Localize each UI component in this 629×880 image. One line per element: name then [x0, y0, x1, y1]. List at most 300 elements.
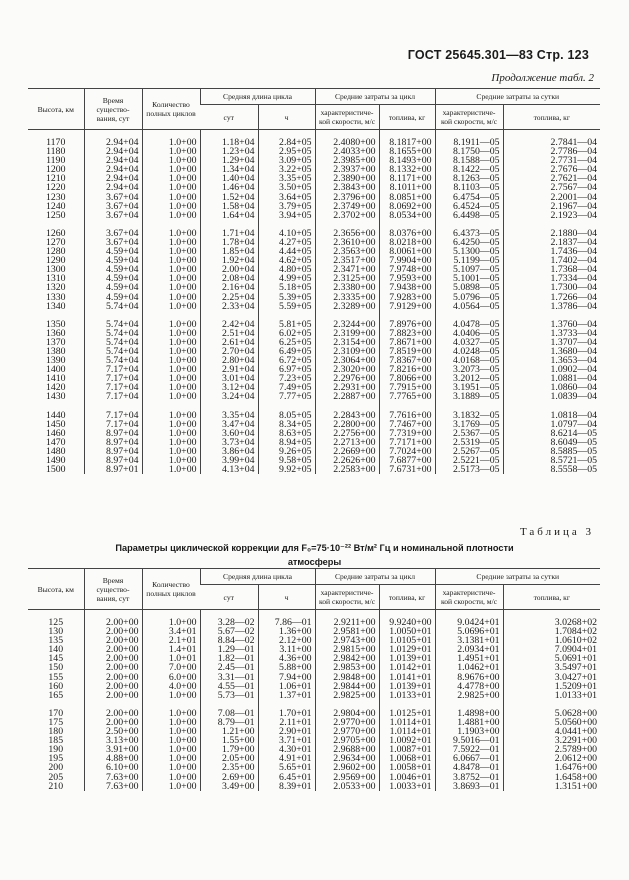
table-cell: 8.5721—05 [503, 456, 600, 465]
table-cell: 1.0+00 [142, 347, 200, 356]
table-cell: 1.0+00 [142, 320, 200, 329]
table-cell: 5.0628+00 [503, 709, 600, 718]
table-cell: 1370 [45, 336, 66, 348]
table-cell: 8.39+01 [258, 782, 315, 791]
table-cell: 4.91+01 [258, 754, 315, 763]
table-cell: 1.0+00 [142, 456, 200, 465]
table-cell: 2.00+00 [84, 636, 142, 645]
table-cell: 3.0268+02 [503, 610, 600, 628]
table-cell: 2.5221—05 [435, 456, 503, 465]
table-cell: 4.4778+00 [435, 682, 503, 691]
table-cell: 2.3796+00 [315, 193, 379, 202]
table-cell: 2.51+04 [200, 329, 258, 338]
table-cell: 5.74+04 [84, 347, 142, 356]
table-cell: 8.1171+00 [379, 174, 435, 183]
table-cell: 1.0+00 [142, 165, 200, 174]
table-cell: 2.5319—05 [435, 438, 503, 447]
table-cell: 7.94+00 [258, 673, 315, 682]
table-cell: 1.37+01 [258, 691, 315, 700]
table-cell: 2.9634+00 [315, 754, 379, 763]
t3-col-count: Количество полных циклов [142, 569, 200, 610]
table-cell: 8.5885—05 [503, 447, 600, 456]
table-cell: 1200 [45, 164, 66, 176]
table-cell: 1.70+01 [258, 709, 315, 718]
table-cell: 8.1911—05 [435, 130, 503, 148]
table-cell: 2.3064+00 [315, 356, 379, 365]
col-hours: ч [258, 105, 315, 130]
table-cell: 7.0904+01 [503, 645, 600, 654]
table-cell: 2.3335+00 [315, 293, 379, 302]
table-cell: 4.55—01 [200, 682, 258, 691]
table-cell: 4.8478—01 [435, 763, 503, 772]
table-cell: 1.7368—04 [503, 265, 600, 274]
table-cell: 8.05+05 [258, 411, 315, 420]
table-cell: 3.67+04 [84, 193, 142, 202]
table-cell: 1.0+00 [142, 610, 200, 628]
table-cell: 1.29—01 [200, 645, 258, 654]
table-cell: 1.4881+00 [435, 718, 503, 727]
table-cell: 2.3109+00 [315, 347, 379, 356]
table-cell: 1340 [45, 300, 66, 312]
table-cell: 1480 [45, 445, 66, 457]
table-cell: 6.49+05 [258, 347, 315, 356]
table-cell: 1450 [45, 418, 66, 430]
table-cell: 190 [48, 744, 64, 756]
table-cell: 2.9825+00 [435, 691, 503, 700]
table-cell: 3.09+05 [258, 156, 315, 165]
table-cell: 1.40+04 [200, 174, 258, 183]
table-cell: 1.5209+01 [503, 682, 600, 691]
table-cell: 2.5267—05 [435, 447, 503, 456]
table-cell: 2.94+04 [84, 147, 142, 156]
table-cell: 2.2713+00 [315, 438, 379, 447]
table-cell: 4.36+00 [258, 654, 315, 663]
table-cell: 3.0427+01 [503, 673, 600, 682]
table-cell: 2.00+00 [84, 654, 142, 663]
t3-col-days: сут [200, 585, 258, 610]
table-cell: 5.0691+01 [503, 654, 600, 663]
table-cell: 2.9848+00 [315, 673, 379, 682]
table-cell: 8.0061+00 [379, 247, 435, 256]
table-cell: 1440 [45, 409, 66, 421]
table-cell: 1.3786—04 [503, 302, 600, 311]
table-cell: 1300 [45, 264, 66, 276]
table-cell: 2.00+00 [84, 645, 142, 654]
table-cell: 2.00+00 [84, 691, 142, 700]
table-cell: 1.0+00 [142, 274, 200, 283]
table-cell: 4.0406—05 [435, 329, 503, 338]
table-cell: 1.92+04 [200, 256, 258, 265]
table-cell: 5.1300—05 [435, 247, 503, 256]
table-cell: 2.0934+01 [435, 645, 503, 654]
table-cell: 1.0462+01 [435, 663, 503, 672]
table-cell: 1.0+00 [142, 229, 200, 238]
table-cell: 135 [48, 635, 64, 647]
table-cell: 1.58+04 [200, 202, 258, 211]
table-cell: 4.27+05 [258, 238, 315, 247]
table-cell: 8.34+05 [258, 420, 315, 429]
table-cell: 1.7266—04 [503, 293, 600, 302]
table-cell: 1.0839—04 [503, 392, 600, 401]
table-cell: 4.0248—05 [435, 347, 503, 356]
table-cell: 1.4+01 [142, 645, 200, 654]
table-cell: 3.86+04 [200, 447, 258, 456]
table-cell: 2.3199+00 [315, 329, 379, 338]
table-cell: 1.1903+00 [435, 727, 503, 736]
table-2-body [28, 130, 600, 475]
table-cell: 2.90+01 [258, 727, 315, 736]
t3-col-cost-day: Средние затраты за сутки [435, 569, 600, 585]
t3-col-time: Время существо-вания, сут [84, 569, 142, 610]
table-cell: 9.0424+01 [435, 610, 503, 628]
table-cell: 5.67—02 [200, 627, 258, 636]
table-cell: 7.7319+00 [379, 429, 435, 438]
table-cell: 4.0+00 [142, 682, 200, 691]
table-cell: 1.3151+00 [503, 782, 600, 791]
col-count: Количество полных циклов [142, 89, 200, 130]
table-cell: 8.1011+00 [379, 183, 435, 192]
table-cell: 2.94+04 [84, 130, 142, 148]
table-cell: 3.35+04 [200, 411, 258, 420]
table-cell: 2.2001—04 [503, 193, 600, 202]
table-cell: 2.7676—04 [503, 165, 600, 174]
table-cell: 1.0+00 [142, 727, 200, 736]
table-cell: 2.05+00 [200, 754, 258, 763]
table-cell: 2.9825+00 [315, 691, 379, 700]
table-cell: 1.0+00 [142, 374, 200, 383]
table-cell: 6.4524—05 [435, 202, 503, 211]
table-cell: 1.0141+01 [379, 673, 435, 682]
table-cell: 170 [48, 707, 64, 719]
table-cell: 3.2073—05 [435, 365, 503, 374]
table-cell: 8.0376+00 [379, 229, 435, 238]
table-cell: 2.5173—05 [435, 465, 503, 474]
table-cell: 1500 [45, 464, 66, 476]
table-cell: 145 [48, 653, 64, 665]
t3-col-hours: ч [258, 585, 315, 610]
table-cell: 3.64+05 [258, 193, 315, 202]
table-cell: 1470 [45, 436, 66, 448]
table-cell: 2.50+00 [84, 727, 142, 736]
table-cell: 8.0692+00 [379, 202, 435, 211]
table-cell: 1.0+00 [142, 156, 200, 165]
table-cell: 2.3985+00 [315, 156, 379, 165]
table-cell: 185 [48, 735, 64, 747]
table-cell: 1.0092+01 [379, 736, 435, 745]
table-cell: 1320 [45, 282, 66, 294]
table-cell: 1.0139+01 [379, 682, 435, 691]
table-cell: 7.7765+00 [379, 392, 435, 401]
table-cell: 1.0+00 [142, 356, 200, 365]
table-cell: 7.7616+00 [379, 411, 435, 420]
table-cell: 1.0114+01 [379, 718, 435, 727]
table-cell: 1.0818—04 [503, 411, 600, 420]
table-cell: 2.1923—04 [503, 211, 600, 220]
table-cell: 1410 [45, 373, 66, 385]
table-cell: 1.36+00 [258, 627, 315, 636]
table-cell: 1.3760—04 [503, 320, 600, 329]
table-cell: 2.3890+00 [315, 174, 379, 183]
table-cell: 1170 [46, 137, 66, 148]
table-cell: 1.0+01 [142, 654, 200, 663]
table-cell: 1.0+00 [142, 465, 200, 474]
t3-col-mean-len: Средняя длина цикла [200, 569, 315, 585]
table-cell: 1.29+04 [200, 156, 258, 165]
table-cell: 2.08+04 [200, 274, 258, 283]
table-cell: 2.1880—04 [503, 229, 600, 238]
table-cell: 8.94+05 [258, 438, 315, 447]
table-cell: 2.3749+00 [315, 202, 379, 211]
table-cell: 2.00+00 [84, 709, 142, 718]
table-cell: 4.30+01 [258, 745, 315, 754]
table-cell: 8.97+04 [84, 447, 142, 456]
table-cell: 1280 [45, 246, 66, 258]
table-cell: 7.8976+00 [379, 320, 435, 329]
table-cell: 1.0+00 [142, 183, 200, 192]
table-cell: 1.0902—04 [503, 365, 600, 374]
table-2 [28, 88, 600, 474]
table-cell: 2.2976+00 [315, 374, 379, 383]
t3-col-fuel: топлива, кг [379, 585, 435, 610]
table-cell: 8.79—01 [200, 718, 258, 727]
table-cell: 2.7841—04 [503, 130, 600, 148]
table-cell: 1270 [45, 236, 66, 248]
table-cell: 4.59+04 [84, 256, 142, 265]
table-cell: 5.0696+01 [435, 627, 503, 636]
table-cell: 1.0+00 [142, 329, 200, 338]
table-cell: 8.1332+00 [379, 165, 435, 174]
table-cell: 8.84—02 [200, 636, 258, 645]
table-cell: 2.94+04 [84, 165, 142, 174]
table-cell: 2.2887+00 [315, 392, 379, 401]
table-cell: 1.0142+01 [379, 663, 435, 672]
table-cell: 2.3020+00 [315, 365, 379, 374]
table-cell: 3.79+05 [258, 202, 315, 211]
table-cell: 1.0860—04 [503, 383, 600, 392]
table-cell: 6.02+05 [258, 329, 315, 338]
table-cell: 7.17+04 [84, 383, 142, 392]
table-row [28, 782, 600, 791]
t3-col-fuel-day: топлива, кг [503, 585, 600, 610]
table-cell: 2.9804+00 [315, 709, 379, 718]
table-cell: 2.9770+00 [315, 718, 379, 727]
table-cell: 3.71+01 [258, 736, 315, 745]
table-cell: 5.74+04 [84, 320, 142, 329]
table-cell: 1.0+00 [142, 293, 200, 302]
table-cell: 1.82—01 [200, 654, 258, 663]
table-cell: 2.00+00 [84, 718, 142, 727]
table-cell: 1430 [45, 391, 66, 403]
table-cell: 1.7436—04 [503, 247, 600, 256]
table-cell: 1.0+00 [142, 338, 200, 347]
col-days: сут [200, 105, 258, 130]
table-cell: 7.9593+00 [379, 274, 435, 283]
table-cell: 3.50+05 [258, 183, 315, 192]
table-cell: 8.1493+00 [379, 156, 435, 165]
table-cell: 1.7402—04 [503, 256, 600, 265]
table-cell: 8.6214—05 [503, 429, 600, 438]
table-cell: 3.73+04 [200, 438, 258, 447]
table-cell: 7.63+00 [84, 773, 142, 782]
table-cell: 4.0564—05 [435, 302, 503, 311]
table-cell: 7.17+04 [84, 420, 142, 429]
table-cell: 6.0667—01 [435, 754, 503, 763]
table-cell: 3.1769—05 [435, 420, 503, 429]
table-cell: 2.0612+00 [503, 754, 600, 763]
table-cell: 4.59+04 [84, 274, 142, 283]
table-cell: 5.65+01 [258, 763, 315, 772]
table-cell: 9.58+05 [258, 456, 315, 465]
col-time: Время существо-вания, сут [84, 89, 142, 130]
table-cell: 5.88+00 [258, 663, 315, 672]
table-cell: 1.0+00 [142, 283, 200, 292]
table-cell: 9.92+05 [258, 465, 315, 474]
table-cell: 2.2626+00 [315, 456, 379, 465]
table-cell: 2.7621—04 [503, 174, 600, 183]
table-cell: 7.63+00 [84, 782, 142, 791]
table-cell: 1400 [45, 364, 66, 376]
table-cell: 3.13+00 [84, 736, 142, 745]
table-cell: 1.0+00 [142, 709, 200, 718]
table-cell: 1.79+00 [200, 745, 258, 754]
table-cell: 2.3563+00 [315, 247, 379, 256]
table-cell: 1.34+04 [200, 165, 258, 174]
table-cell: 2.25+04 [200, 293, 258, 302]
table-cell: 1310 [45, 273, 66, 285]
table-cell: 6.72+05 [258, 356, 315, 365]
table-cell: 1.71+04 [200, 229, 258, 238]
table-cell: 1.0+00 [142, 383, 200, 392]
table-cell: 3.24+04 [200, 392, 258, 401]
table-cell: 5.18+05 [258, 283, 315, 292]
table-cell: 1.0+00 [142, 265, 200, 274]
table-cell: 1260 [45, 227, 66, 239]
table-cell: 9.5016—01 [435, 736, 503, 745]
table-cell: 1.0+00 [142, 691, 200, 700]
table-cell: 5.74+04 [84, 338, 142, 347]
table-cell: 2.3937+00 [315, 165, 379, 174]
table-cell: 7.9438+00 [379, 283, 435, 292]
table-cell: 3.91+00 [84, 745, 142, 754]
table-cell: 1.0+00 [142, 147, 200, 156]
table-cell: 1.0+00 [142, 193, 200, 202]
table-cell: 7.17+04 [84, 392, 142, 401]
table-cell: 4.44+05 [258, 247, 315, 256]
table-cell: 1.7334—04 [503, 274, 600, 283]
table-cell: 1.52+04 [200, 193, 258, 202]
table-cell: 3.2012—05 [435, 374, 503, 383]
table-cell: 4.59+04 [84, 293, 142, 302]
table-cell: 2.3244+00 [315, 320, 379, 329]
table-cell: 6.45+01 [258, 773, 315, 782]
table-cell: 175 [48, 716, 64, 728]
table-cell: 1380 [45, 345, 66, 357]
table-cell: 8.5558—05 [503, 465, 600, 474]
table-cell: 3.8752—01 [435, 773, 503, 782]
table-cell: 2.00+00 [84, 673, 142, 682]
table-cell: 205 [48, 771, 64, 783]
table-cell: 7.86—01 [258, 610, 315, 628]
table-cell: 2.00+00 [84, 663, 142, 672]
table-cell: 7.8671+00 [379, 338, 435, 347]
col-fuel-day: топлива, кг [503, 105, 600, 130]
table-cell: 2.9602+00 [315, 763, 379, 772]
table-cell: 1.85+04 [200, 247, 258, 256]
continuation-label: Продолжение табл. 2 [491, 72, 594, 84]
table-row [28, 465, 600, 474]
table-cell: 1350 [45, 318, 66, 330]
table-cell: 2.3610+00 [315, 238, 379, 247]
table-cell: 1290 [45, 255, 66, 267]
table-cell: 8.1588—05 [435, 156, 503, 165]
table-cell: 2.9211+00 [315, 610, 379, 628]
table-cell: 7.9283+00 [379, 293, 435, 302]
table-cell: 2.3843+00 [315, 183, 379, 192]
table-cell: 1.0+00 [142, 420, 200, 429]
table-cell: 2.5789+00 [503, 745, 600, 754]
table-cell: 2.7731—04 [503, 156, 600, 165]
t3-col-cost-cycle: Средние затраты за цикл [315, 569, 435, 585]
table-3-title-line2: атмосферы [287, 557, 342, 567]
table-cell: 1.3707—04 [503, 338, 600, 347]
table-cell: 3.22+05 [258, 165, 315, 174]
table-cell: 4.0327—05 [435, 338, 503, 347]
table-row [28, 392, 600, 401]
table-cell: 3.1381+01 [435, 636, 503, 645]
table-cell: 1.6458+00 [503, 773, 600, 782]
table-row [28, 691, 600, 700]
table-cell: 2.3125+00 [315, 274, 379, 283]
t3-col-height: Высота, км [28, 569, 84, 610]
table-cell: 3.2291+00 [503, 736, 600, 745]
table-cell: 1.0050+01 [379, 627, 435, 636]
table-cell: 1190 [46, 155, 66, 167]
table-cell: 2.9842+00 [315, 654, 379, 663]
table-cell: 2.94+04 [84, 174, 142, 183]
table-cell: 2.16+04 [200, 283, 258, 292]
table-cell: 1.4898+00 [435, 709, 503, 718]
table-cell: 1230 [45, 191, 66, 203]
table-cell: 1250 [45, 209, 66, 221]
table-cell: 2.69+00 [200, 773, 258, 782]
table-cell: 1.18+04 [200, 130, 258, 148]
table-cell: 7.8823+00 [379, 329, 435, 338]
table-row [28, 211, 600, 220]
table-cell: 2.3702+00 [315, 211, 379, 220]
table-cell: 3.67+04 [84, 202, 142, 211]
table-cell: 1.0046+01 [379, 773, 435, 782]
table-cell: 8.1422—05 [435, 165, 503, 174]
table-cell: 8.97+04 [84, 456, 142, 465]
table-cell: 7.7024+00 [379, 447, 435, 456]
table-cell: 180 [48, 726, 64, 738]
table-cell: 2.45—01 [200, 663, 258, 672]
table-cell: 3.67+04 [84, 211, 142, 220]
table-cell: 2.42+04 [200, 320, 258, 329]
table-cell: 5.81+05 [258, 320, 315, 329]
table-cell: 1.0133+01 [379, 691, 435, 700]
table-cell: 2.9688+00 [315, 745, 379, 754]
table-cell: 7.77+05 [258, 392, 315, 401]
table-cell: 6.4498—05 [435, 211, 503, 220]
table-cell: 5.74+04 [84, 329, 142, 338]
table-cell: 1220 [45, 182, 66, 194]
table-cell: 8.0534+00 [379, 211, 435, 220]
table-cell: 2.0533+00 [315, 782, 379, 791]
table-cell: 2.2756+00 [315, 429, 379, 438]
table-cell: 5.0560+00 [503, 718, 600, 727]
table-cell: 8.1817+00 [379, 130, 435, 148]
